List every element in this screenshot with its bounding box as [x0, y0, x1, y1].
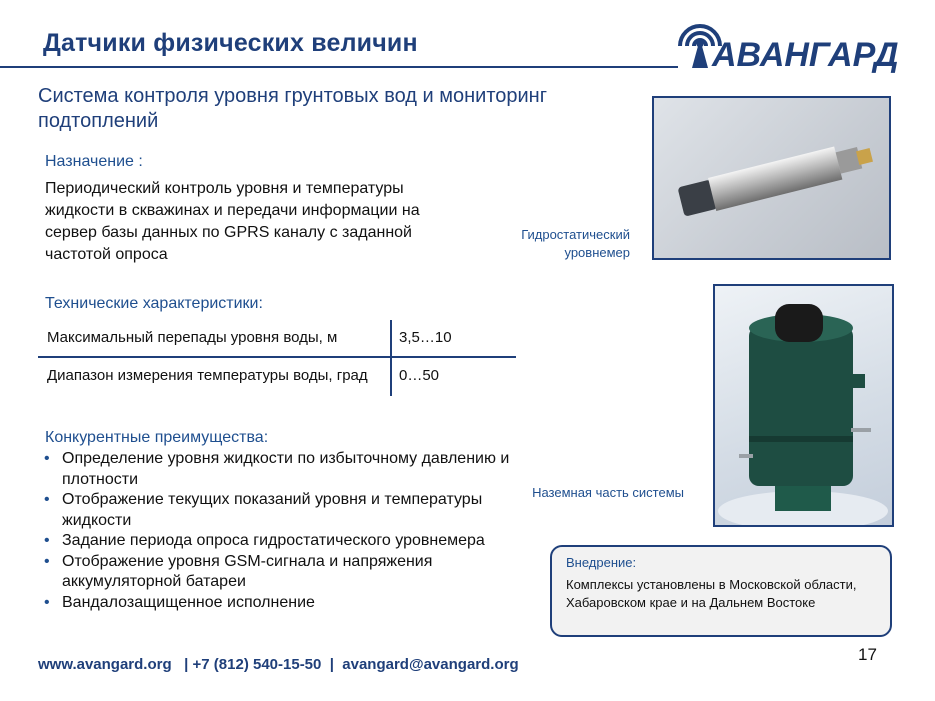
- footer-website-link[interactable]: www.avangard.org: [38, 656, 172, 673]
- footer-email-link[interactable]: avangard@avangard.org: [342, 656, 519, 673]
- footer-phone: +7 (812) 540-15-50: [192, 656, 322, 673]
- advantages-heading: Конкурентные преимущества:: [45, 429, 269, 446]
- footer-contacts: [38, 656, 519, 673]
- specs-heading: Технические характеристики:: [45, 295, 263, 312]
- gauge-photo: [652, 96, 891, 260]
- purpose-text: Периодический контроль уровня и температуры жидкости в скважинах и передачи информации на сервер базы данных по GPRS каналу с заданной частотой опроса: [45, 180, 420, 263]
- table-row: [38, 356, 516, 394]
- table-column-divider: [390, 320, 392, 396]
- footer-separator: |: [184, 656, 189, 673]
- list-item: • Вандалозащищенное исполнение: [44, 593, 524, 614]
- antenna-logo-icon: [668, 10, 908, 74]
- page-title: Датчики физических величин: [43, 29, 418, 57]
- page-number: 17: [858, 645, 877, 664]
- slide-subtitle: Система контроля уровня грунтовых вод и мониторинг подтоплений: [38, 85, 548, 132]
- logo-text: АВАНГАРД: [712, 36, 899, 74]
- ground-unit-photo: [713, 284, 894, 527]
- gauge-caption: Гидростатический уровнемер: [521, 227, 630, 260]
- spec-value: 3,5…10: [399, 328, 452, 346]
- list-item: • Задание периода опроса гидростатического уровнемера: [44, 531, 524, 552]
- advantages-list: [44, 449, 524, 613]
- table-row-divider: [38, 356, 516, 358]
- implementation-box: [550, 545, 892, 637]
- spec-value: 0…50: [399, 366, 440, 384]
- spec-label: Максимальный перепады уровня воды, м: [47, 328, 338, 346]
- list-item: • Отображение текущих показаний уровня и температуры жидкости: [44, 490, 524, 531]
- purpose-heading: Назначение :: [45, 153, 143, 170]
- implementation-text: Комплексы установлены в Московской области, Хабаровском крае и на Дальнем Востоке: [566, 577, 857, 610]
- list-item: • Отображение уровня GSM-сигнала и напряжения аккумуляторной батареи: [44, 552, 524, 593]
- table-row: [38, 318, 516, 356]
- footer-separator: |: [329, 656, 334, 673]
- company-logo: [668, 10, 908, 74]
- spec-label: Диапазон измерения температуры воды, град: [47, 366, 368, 384]
- implementation-heading: Внедрение:: [566, 555, 637, 570]
- ground-unit-caption: Наземная часть системы: [532, 485, 684, 500]
- header-divider: [0, 66, 678, 68]
- list-item: • Определение уровня жидкости по избыточному давлению и плотности: [44, 449, 524, 490]
